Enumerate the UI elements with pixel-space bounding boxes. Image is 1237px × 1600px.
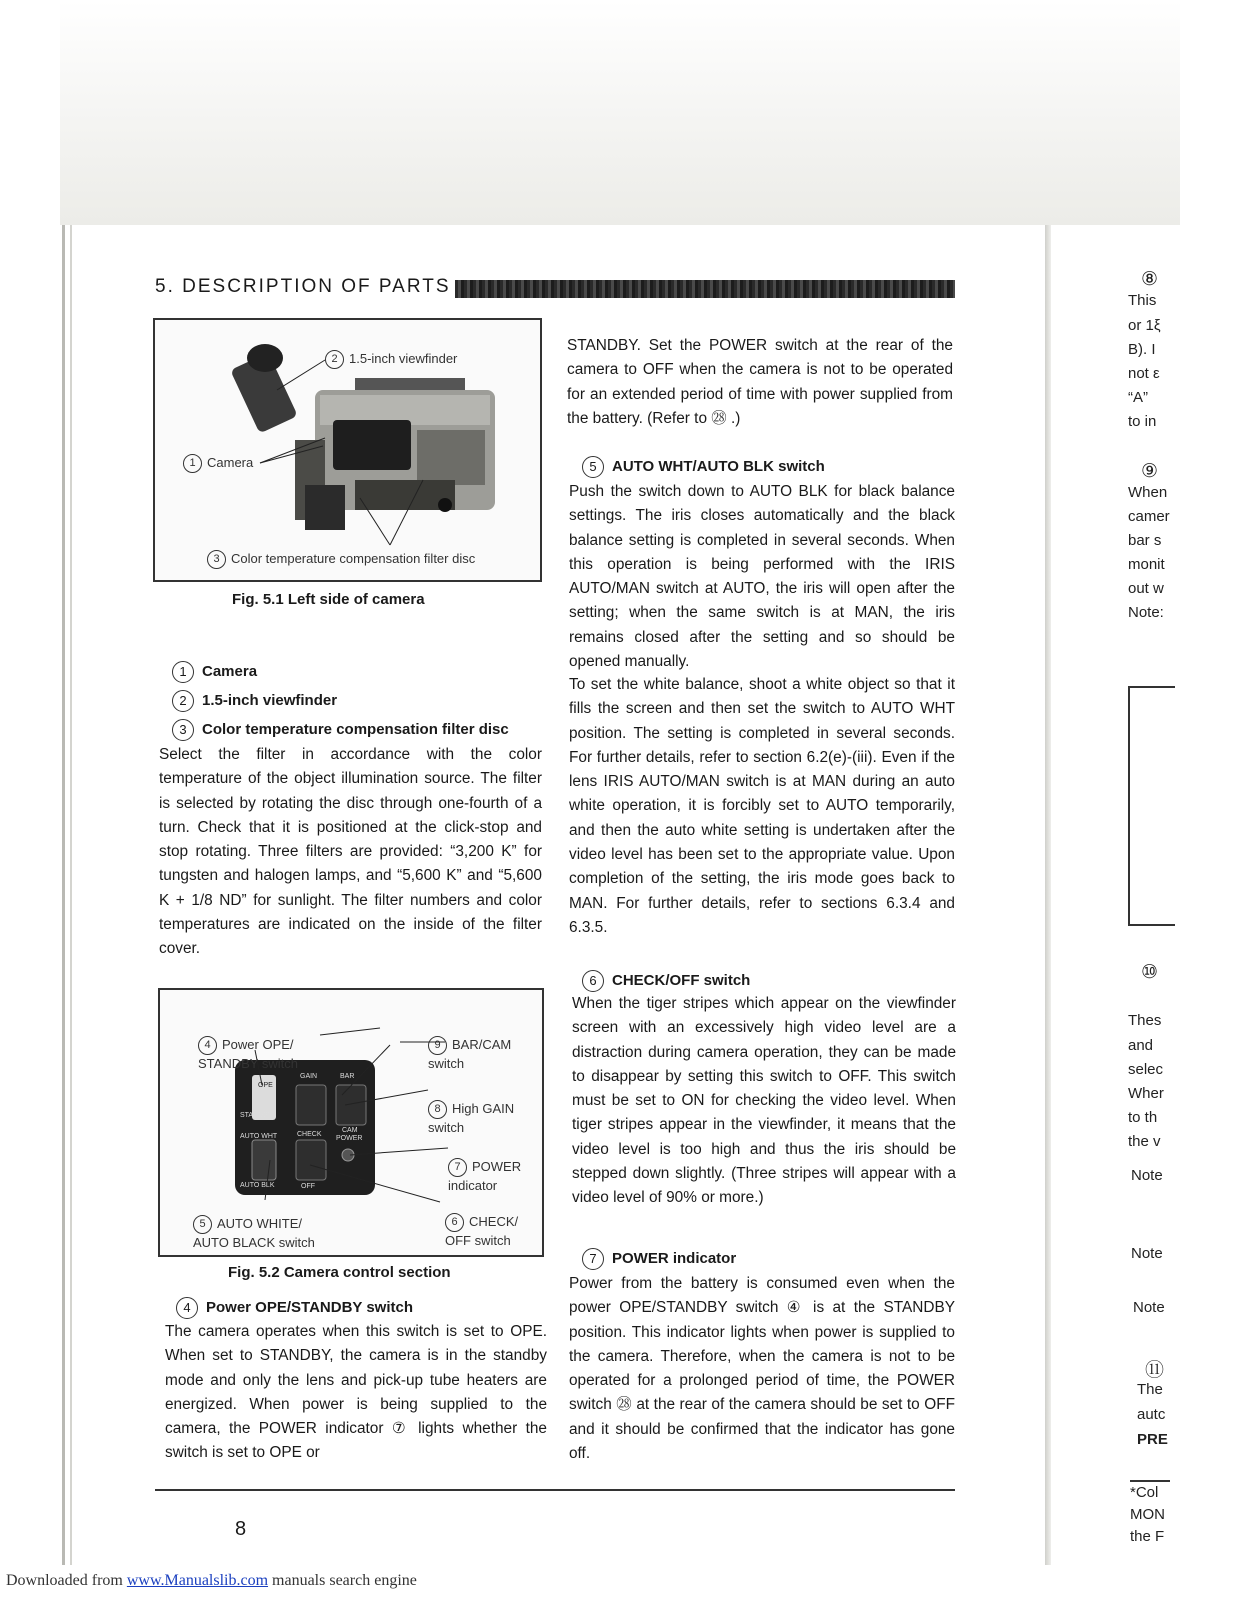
label-check-switch: 6 CHECK/ OFF switch [445, 1214, 519, 1249]
right-page-fragment: This [1128, 292, 1157, 309]
bottom-rule [155, 1489, 955, 1491]
right-page-fragment: selec [1128, 1061, 1164, 1078]
right-page-fragment: out w [1128, 580, 1164, 597]
callout-number: 5 [582, 456, 604, 478]
manualslib-link[interactable]: www.Manualslib.com [126, 1572, 269, 1589]
heading-bar [455, 280, 955, 298]
page-edge [70, 225, 72, 1565]
panel-text: BAR [340, 1073, 355, 1080]
label-camera: 1 Camera [183, 454, 253, 473]
right-page-fragment: Note: [1128, 604, 1164, 621]
item-description: Power from the battery is consumed even when the power OPE/STANDBY switch ④ is at the STANDBY position. This indicator lights when power is supplied to the camera. Therefore, when the camera is not to be operated for a prolonged period of time, the POWER switch ㉘ at the rear of the camera should be set to OFF and it should be confirmed that the indicator has gone off. [569, 1275, 955, 1463]
callout-number: 2 [325, 350, 344, 369]
callout-number: 6 [445, 1213, 464, 1232]
right-page-fragment: Thes [1128, 1012, 1162, 1029]
page-edge [62, 225, 65, 1565]
right-page-fragment: to in [1128, 413, 1157, 430]
callout-number: 5 [193, 1215, 212, 1234]
list-item: 1 Camera [172, 661, 257, 683]
callout-number: 4 [198, 1036, 217, 1055]
right-page-fragment: not ε [1128, 365, 1160, 382]
right-page-fragment: autc [1137, 1406, 1166, 1423]
right-page-fragment: to th [1128, 1109, 1158, 1126]
right-page-fragment: the F [1130, 1528, 1165, 1542]
panel-text: POWER [336, 1135, 363, 1142]
filter-description: Select the filter in accordance with the color temperature of the object illumination source. The filter is selected by rotating the disc through one-fourth of a turn. Check that it is positioned at the click-stop and stop rotating. Three filters are provided: “3,200 K” for tungsten and halogen lamps, and “5,600 K” and “5,600 K + 1/8 ND” for sunlight. The filter numbers and color temperatures are indicated on the inside of the filter cover. [159, 746, 542, 958]
figure-camera-side [153, 318, 542, 582]
callout-number: 9 [428, 1036, 447, 1055]
callout-number: 7 [448, 1158, 467, 1177]
right-page-fragment: When [1128, 484, 1168, 501]
right-page-fragment: and [1128, 1037, 1154, 1054]
right-page-fragment: MON [1130, 1506, 1165, 1523]
right-page-fragment: “A” [1128, 389, 1148, 406]
callout-number: 8 [428, 1100, 447, 1119]
callout-number: 7 [582, 1248, 604, 1270]
label-power-indicator: 7 POWER indicator [448, 1159, 522, 1194]
section-heading: 5. DESCRIPTION OF PARTS [155, 276, 451, 297]
footnote-rule [1130, 1480, 1170, 1482]
right-page-fragment: Note [1131, 1245, 1163, 1262]
right-page-fragment: Note [1131, 1167, 1163, 1184]
right-page-fragment: camer [1128, 508, 1170, 525]
item-heading: 5 AUTO WHT/AUTO BLK switch [582, 456, 825, 478]
right-page-fragment: bar s [1128, 532, 1162, 549]
label-viewfinder: 2 1.5-inch viewfinder [325, 350, 457, 369]
scan-background-top [60, 0, 1180, 225]
right-page-fragment: the v [1128, 1133, 1161, 1150]
right-page-fragment: ⑪ [1145, 1360, 1165, 1381]
callout-number: 3 [207, 550, 226, 569]
callout-number: 6 [582, 970, 604, 992]
panel-text: OPE [258, 1082, 273, 1089]
item-description: To set the white balance, shoot a white object so that it fills the screen and then set the switch to AUTO WHT position. The setting is completed in several seconds. For further details, refer to section 6.2(e)-(iii). Even if the lens IRIS AUTO/MAN switch is at MAN during an auto white operation, it is forcibly set to AUTO temporarily, and then the auto white setting is undertaken after the video level has been set to the appropriate value. Upon completion of the setting, the iris mode goes back to MAN. For further details, refer to sections 6.3.4 and 6.3.5. [569, 676, 955, 936]
page-number: 8 [235, 1518, 247, 1540]
item-heading: 7 POWER indicator [582, 1248, 736, 1270]
viewfinder-drawing [230, 344, 298, 434]
figure-caption: Fig. 5.1 Left side of camera [232, 591, 425, 608]
item-description: The camera operates when this switch is set to OPE. When set to STANDBY, the camera is in the standby mode and only the lens and pick-up tube heaters are energized. When power is being supplied to the camera, the POWER indicator ⑦ lights whether the switch is set to OPE or [165, 1323, 547, 1462]
figure-caption: Fig. 5.2 Camera control section [228, 1264, 451, 1281]
right-page-fragment: or 1ξ [1128, 317, 1161, 334]
right-page-fragment: The [1137, 1381, 1163, 1398]
label-power-switch: 4 Power OPE/ STANDBY switch [198, 1037, 298, 1072]
right-page-fragment: ⑩ [1141, 962, 1159, 983]
panel-text: CHECK [297, 1131, 322, 1138]
figure-control-section [158, 988, 544, 1257]
panel-text: CAM [342, 1127, 358, 1134]
panel-text: AUTO BLK [240, 1182, 275, 1189]
callout-number: 4 [176, 1297, 198, 1319]
item-description: STANDBY. Set the POWER switch at the rear of the camera to OFF when the camera is not to be operated for an extended period of time with power supplied from the battery. (Refer to ㉘ .) [567, 337, 953, 427]
right-page-fragment: ⑧ [1141, 269, 1159, 290]
label-highgain-switch: 8 High GAIN switch [428, 1101, 515, 1136]
right-page-fragment: B). I [1128, 341, 1156, 358]
panel-text: AUTO WHT [240, 1133, 278, 1140]
callout-number: 1 [183, 454, 202, 473]
right-page-fragment: monit [1128, 556, 1165, 573]
callout-number: 1 [172, 661, 194, 683]
label-filter-disc: 3 Color temperature compensation filter disc [207, 550, 475, 569]
item-description: When the tiger stripes which appear on the viewfinder screen with an excessively high video level are a distraction during camera operation, they can be made to disappear by setting this switch to OFF. This switch must be set to ON for checking the video level. When tiger stripes appear in the viewfinder, it means that the video level is too high and thus the iris should be stepped down slightly. (Three stripes will appear with a video level of 90% or more.) [572, 995, 956, 1207]
right-page-fragment: PRE [1137, 1431, 1168, 1448]
right-page-box [1128, 686, 1175, 926]
right-page-fragment: Wher [1128, 1085, 1164, 1102]
panel-text: STANDBY [240, 1112, 273, 1119]
download-footer: Downloaded from www.Manualslib.com manuals search engine [6, 1572, 417, 1589]
right-page-fragment: ⑨ [1141, 461, 1159, 482]
label-autowhite-switch: 5 AUTO WHITE/ AUTO BLACK switch [193, 1216, 315, 1251]
right-page-fragment: *Col [1130, 1484, 1159, 1501]
callout-number: 3 [172, 719, 194, 741]
right-page-fragment: Note [1133, 1299, 1165, 1316]
item-heading: 4 Power OPE/STANDBY switch [176, 1297, 413, 1319]
page-gutter [1045, 225, 1051, 1565]
panel-text: OFF [301, 1183, 315, 1190]
list-item: 3 Color temperature compensation filter disc [172, 719, 509, 741]
list-item: 2 1.5-inch viewfinder [172, 690, 337, 712]
item-description: Push the switch down to AUTO BLK for black balance settings. The iris closes automatically and the black balance setting is completed in several seconds. When this operation is being performed with the IRIS AUTO/MAN switch at AUTO, the iris will open after the setting; when the same switch is at MAN, the iris remains closed after the setting and so should be opened manually. [569, 483, 955, 671]
item-heading: 6 CHECK/OFF switch [582, 970, 750, 992]
callout-number: 2 [172, 690, 194, 712]
label-barcam-switch: 9 BAR/CAM switch [428, 1037, 512, 1072]
camera-body-drawing [295, 378, 495, 530]
panel-text: GAIN [300, 1073, 318, 1080]
